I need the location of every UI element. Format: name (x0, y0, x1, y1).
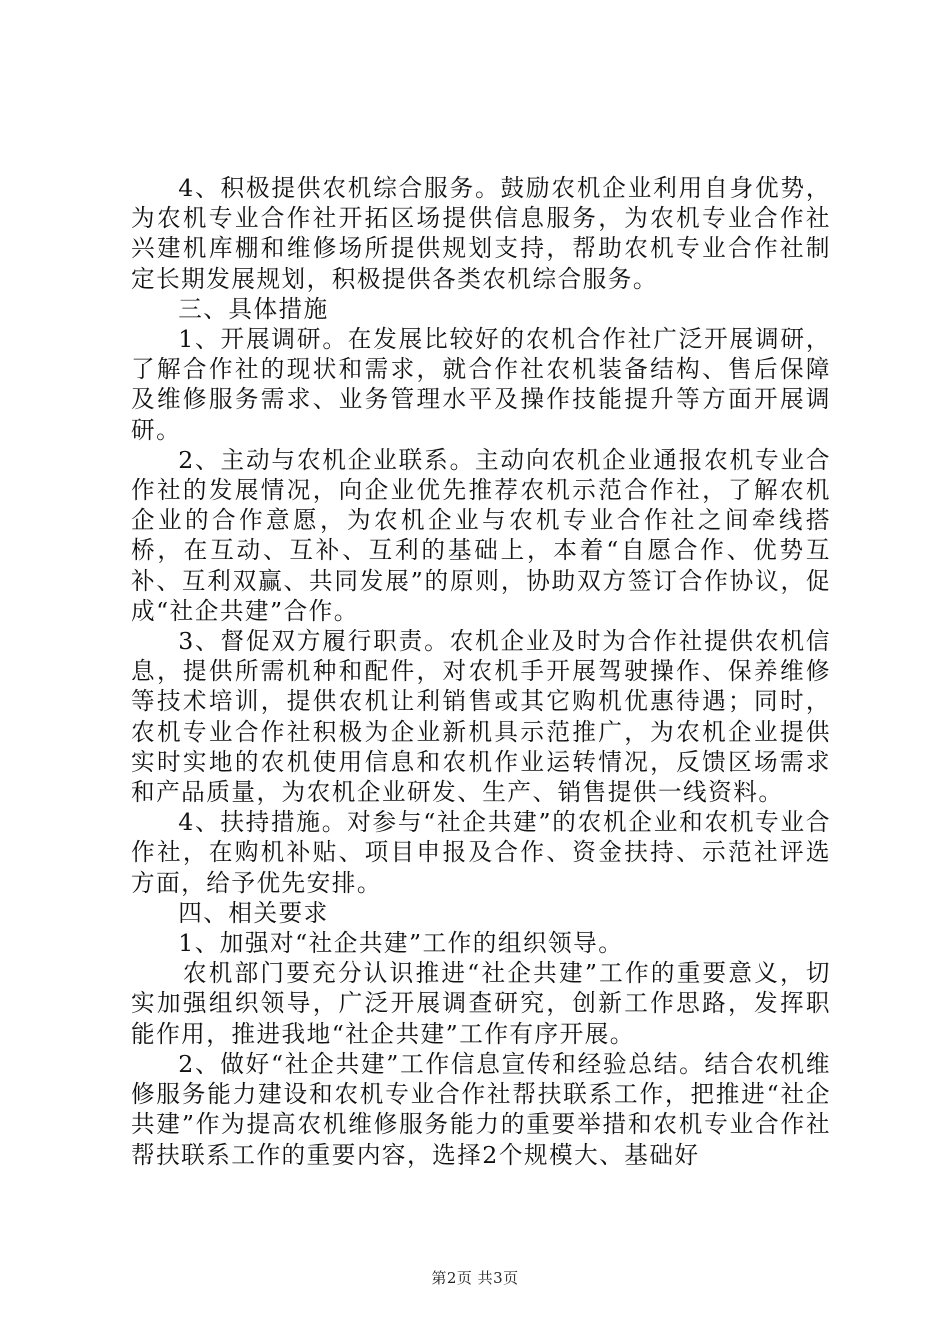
page-number-footer: 第2页 共3页 (431, 1269, 519, 1287)
section-heading-requirements: 四、相关要求 (178, 898, 329, 927)
document-body (131, 173, 831, 1170)
paragraph-leadership: 农机部门要充分认识推进“社企共建”工作的重要意义，切实加强组织领导，广泛开展调查研究，创新工作思路，发挥职能作用，推进我地“社企共建”工作有序开展。 (131, 959, 831, 1048)
paragraph-service: 4、积极提供农机综合服务。鼓励农机企业利用自身优势，为农机专业合作社开拓区场提供信息服务，为农机专业合作社兴建机库棚和维修场所提供规划支持，帮助农机专业合作社制定长期发展规划，积极提供各类农机综合服务。 (131, 174, 831, 293)
paragraph-leadership-title: 1、加强对“社企共建”工作的组织领导。 (178, 929, 624, 958)
paragraph-publicity: 2、做好“社企共建”工作信息宣传和经验总结。结合农机维修服务能力建设和农机专业合作社帮扶联系工作，把推进“社企共建”作为提高农机维修服务能力的重要举措和农机专业合作社帮扶联系工作的重要内容，选择2个规模大、基础好 (131, 1049, 831, 1169)
paragraph-duties: 3、督促双方履行职责。农机企业及时为合作社提供农机信息，提供所需机种和配件，对农机手开展驾驶操作、保养维修等技术培训，提供农机让利销售或其它购机优惠待遇；同时，农机专业合作社积极为企业新机具示范推广，为农机企业提供实时实地的农机使用信息和农机作业运转情况，反馈区场需求和产品质量，为农机企业研发、生产、销售提供一线资料。 (131, 627, 831, 807)
paragraph-contact: 2、主动与农机企业联系。主动向农机企业通报农机专业合作社的发展情况，向企业优先推荐农机示范合作社，了解农机企业的合作意愿，为农机企业与农机专业合作社之间牵线搭桥，在互动、互补、互利的基础上，本着“自愿合作、优势互补、互利双赢、共同发展”的原则，协助双方签订合作协议，促成“社企共建”合作。 (131, 445, 831, 625)
paragraph-research: 1、开展调研。在发展比较好的农机合作社广泛开展调研，了解合作社的现状和需求，就合作社农机装备结构、售后保障及维修服务需求、业务管理水平及操作技能提升等方面开展调研。 (131, 325, 831, 444)
section-heading-measures: 三、具体措施 (178, 294, 329, 323)
paragraph-support: 4、扶持措施。对参与“社企共建”的农机企业和农机专业合作社，在购机补贴、项目申报及合作、资金扶持、示范社评选方面，给予优先安排。 (131, 808, 831, 897)
